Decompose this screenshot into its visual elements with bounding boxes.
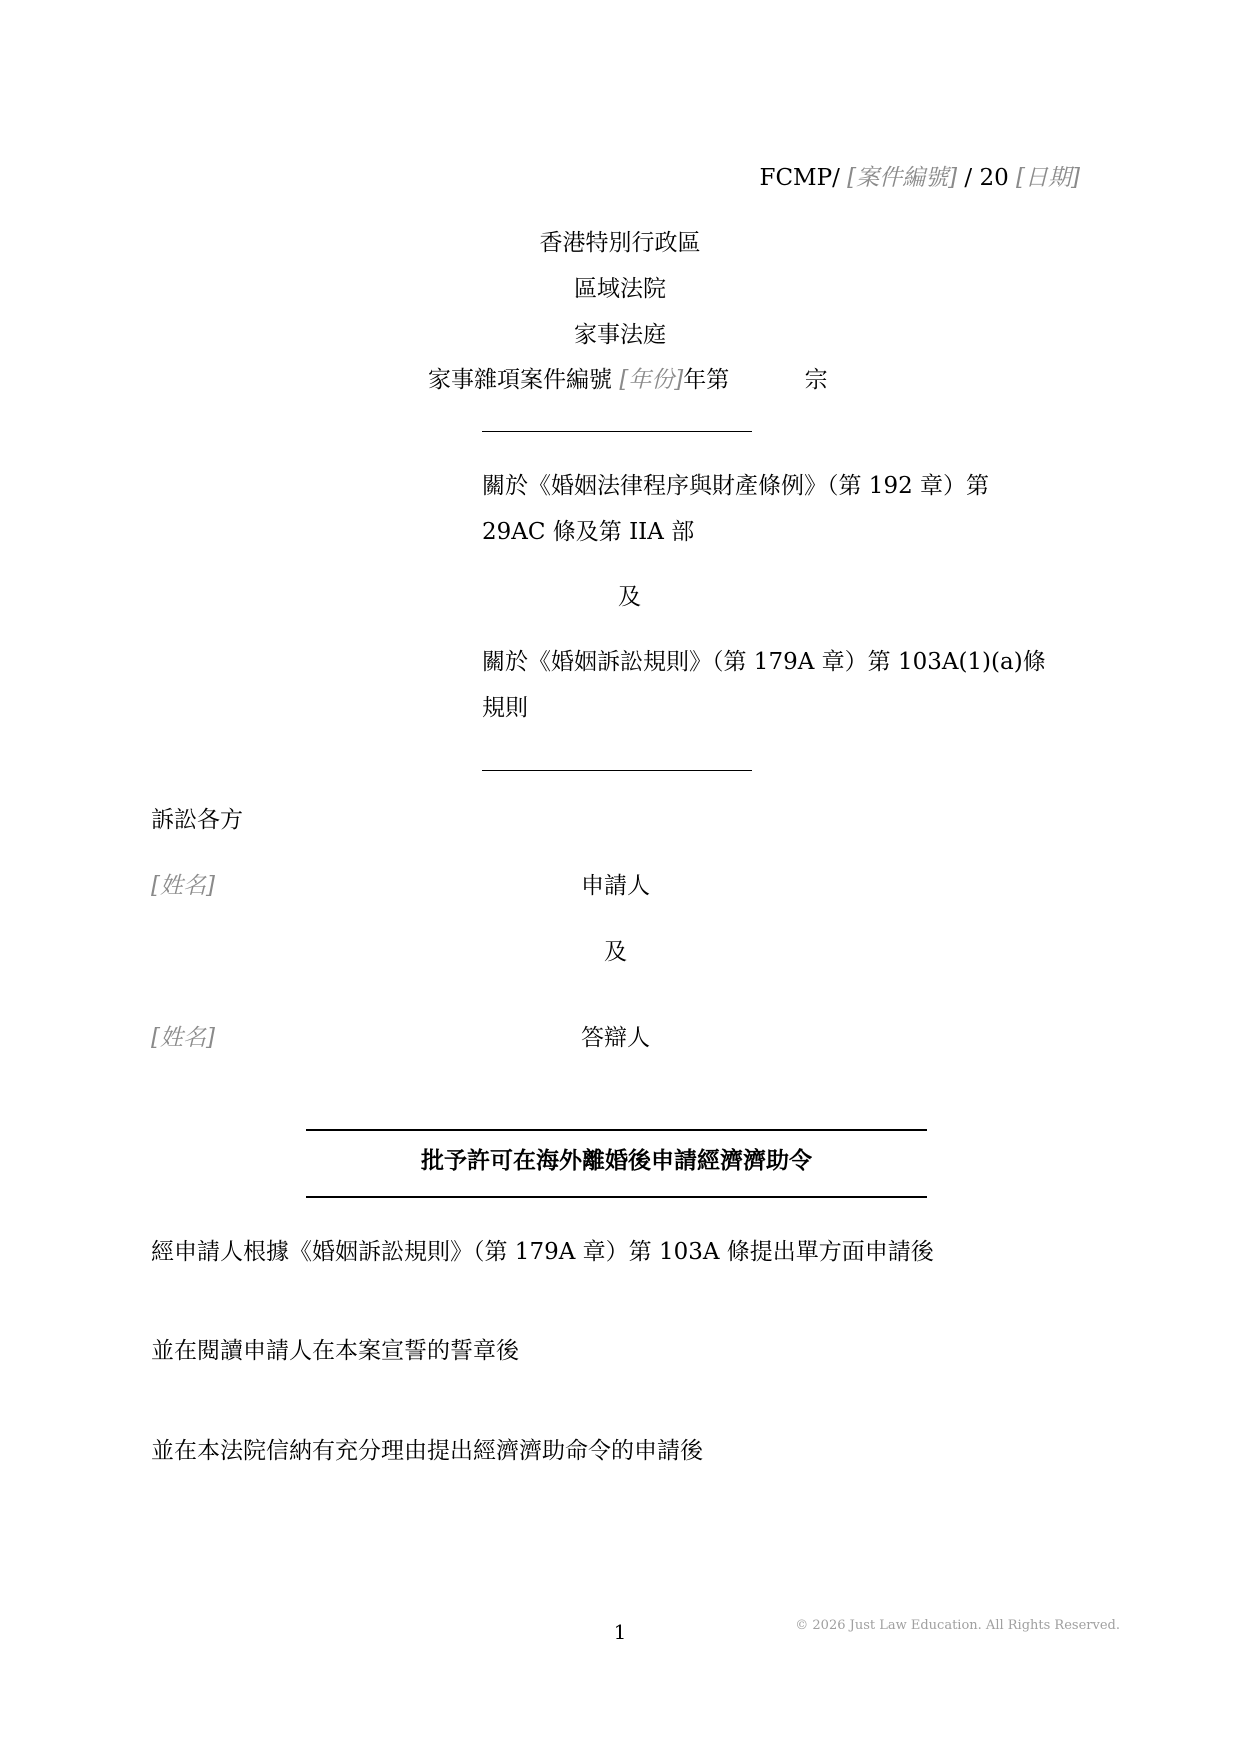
court-division: 家事法庭 [574, 322, 666, 348]
applicant-name-placeholder[interactable]: [姓名] [151, 873, 215, 899]
in-matter-and: 及 [618, 584, 641, 610]
order-title: 批予許可在海外離婚後申請經濟濟助令 [421, 1147, 812, 1174]
title-rule-top [306, 1129, 927, 1131]
page-number: 1 [613, 1620, 627, 1644]
in-matter-1-line2: 29AC 條及第 IIA 部 [482, 519, 695, 545]
body-paragraph-2: 並在閱讀申請人在本案宣誓的誓章後 [151, 1338, 519, 1364]
body-paragraph-1: 經申請人根據《婚姻訴訟規則》（第 179A 章）第 103A 條提出單方面申請後 [151, 1239, 934, 1265]
copyright-notice: © 2026 Just Law Education. All Rights Reserved. [795, 1618, 1120, 1633]
body-paragraph-3: 並在本法院信納有充分理由提出經濟濟助命令的申請後 [151, 1438, 703, 1464]
case-ref-prefix: FCMP/ [759, 165, 840, 191]
in-matter-2-line2: 規則 [482, 695, 528, 721]
court-name: 區域法院 [574, 276, 666, 302]
case-line-year-suffix: 年第 [683, 367, 730, 393]
case-number-placeholder[interactable]: [案件編號] [847, 165, 958, 191]
in-matter-2-line1: 關於《婚姻訴訟規則》（第 179A 章）第 103A(1)(a)條 [482, 649, 1046, 675]
court-region: 香港特別行政區 [539, 230, 701, 256]
case-year-prefix: / 20 [964, 165, 1009, 191]
case-line-prefix: 家事雜項案件編號 [428, 367, 612, 393]
date-placeholder[interactable]: [日期] [1016, 165, 1080, 191]
case-line-suffix: 宗 [804, 367, 828, 393]
year-placeholder[interactable]: [年份] [619, 367, 684, 393]
divider-top [482, 431, 752, 432]
respondent-name-placeholder[interactable]: [姓名] [151, 1025, 215, 1051]
case-reference [700, 163, 1080, 193]
parties-and: 及 [604, 939, 627, 965]
parties-heading: 訴訟各方 [151, 807, 243, 833]
case-number-line [428, 365, 888, 395]
title-rule-bottom [306, 1196, 927, 1198]
applicant-role: 申請人 [581, 873, 650, 899]
respondent-role: 答辯人 [581, 1025, 650, 1051]
divider-middle [482, 770, 752, 771]
in-matter-1-line1: 關於《婚姻法律程序與財產條例》（第 192 章）第 [482, 473, 990, 499]
